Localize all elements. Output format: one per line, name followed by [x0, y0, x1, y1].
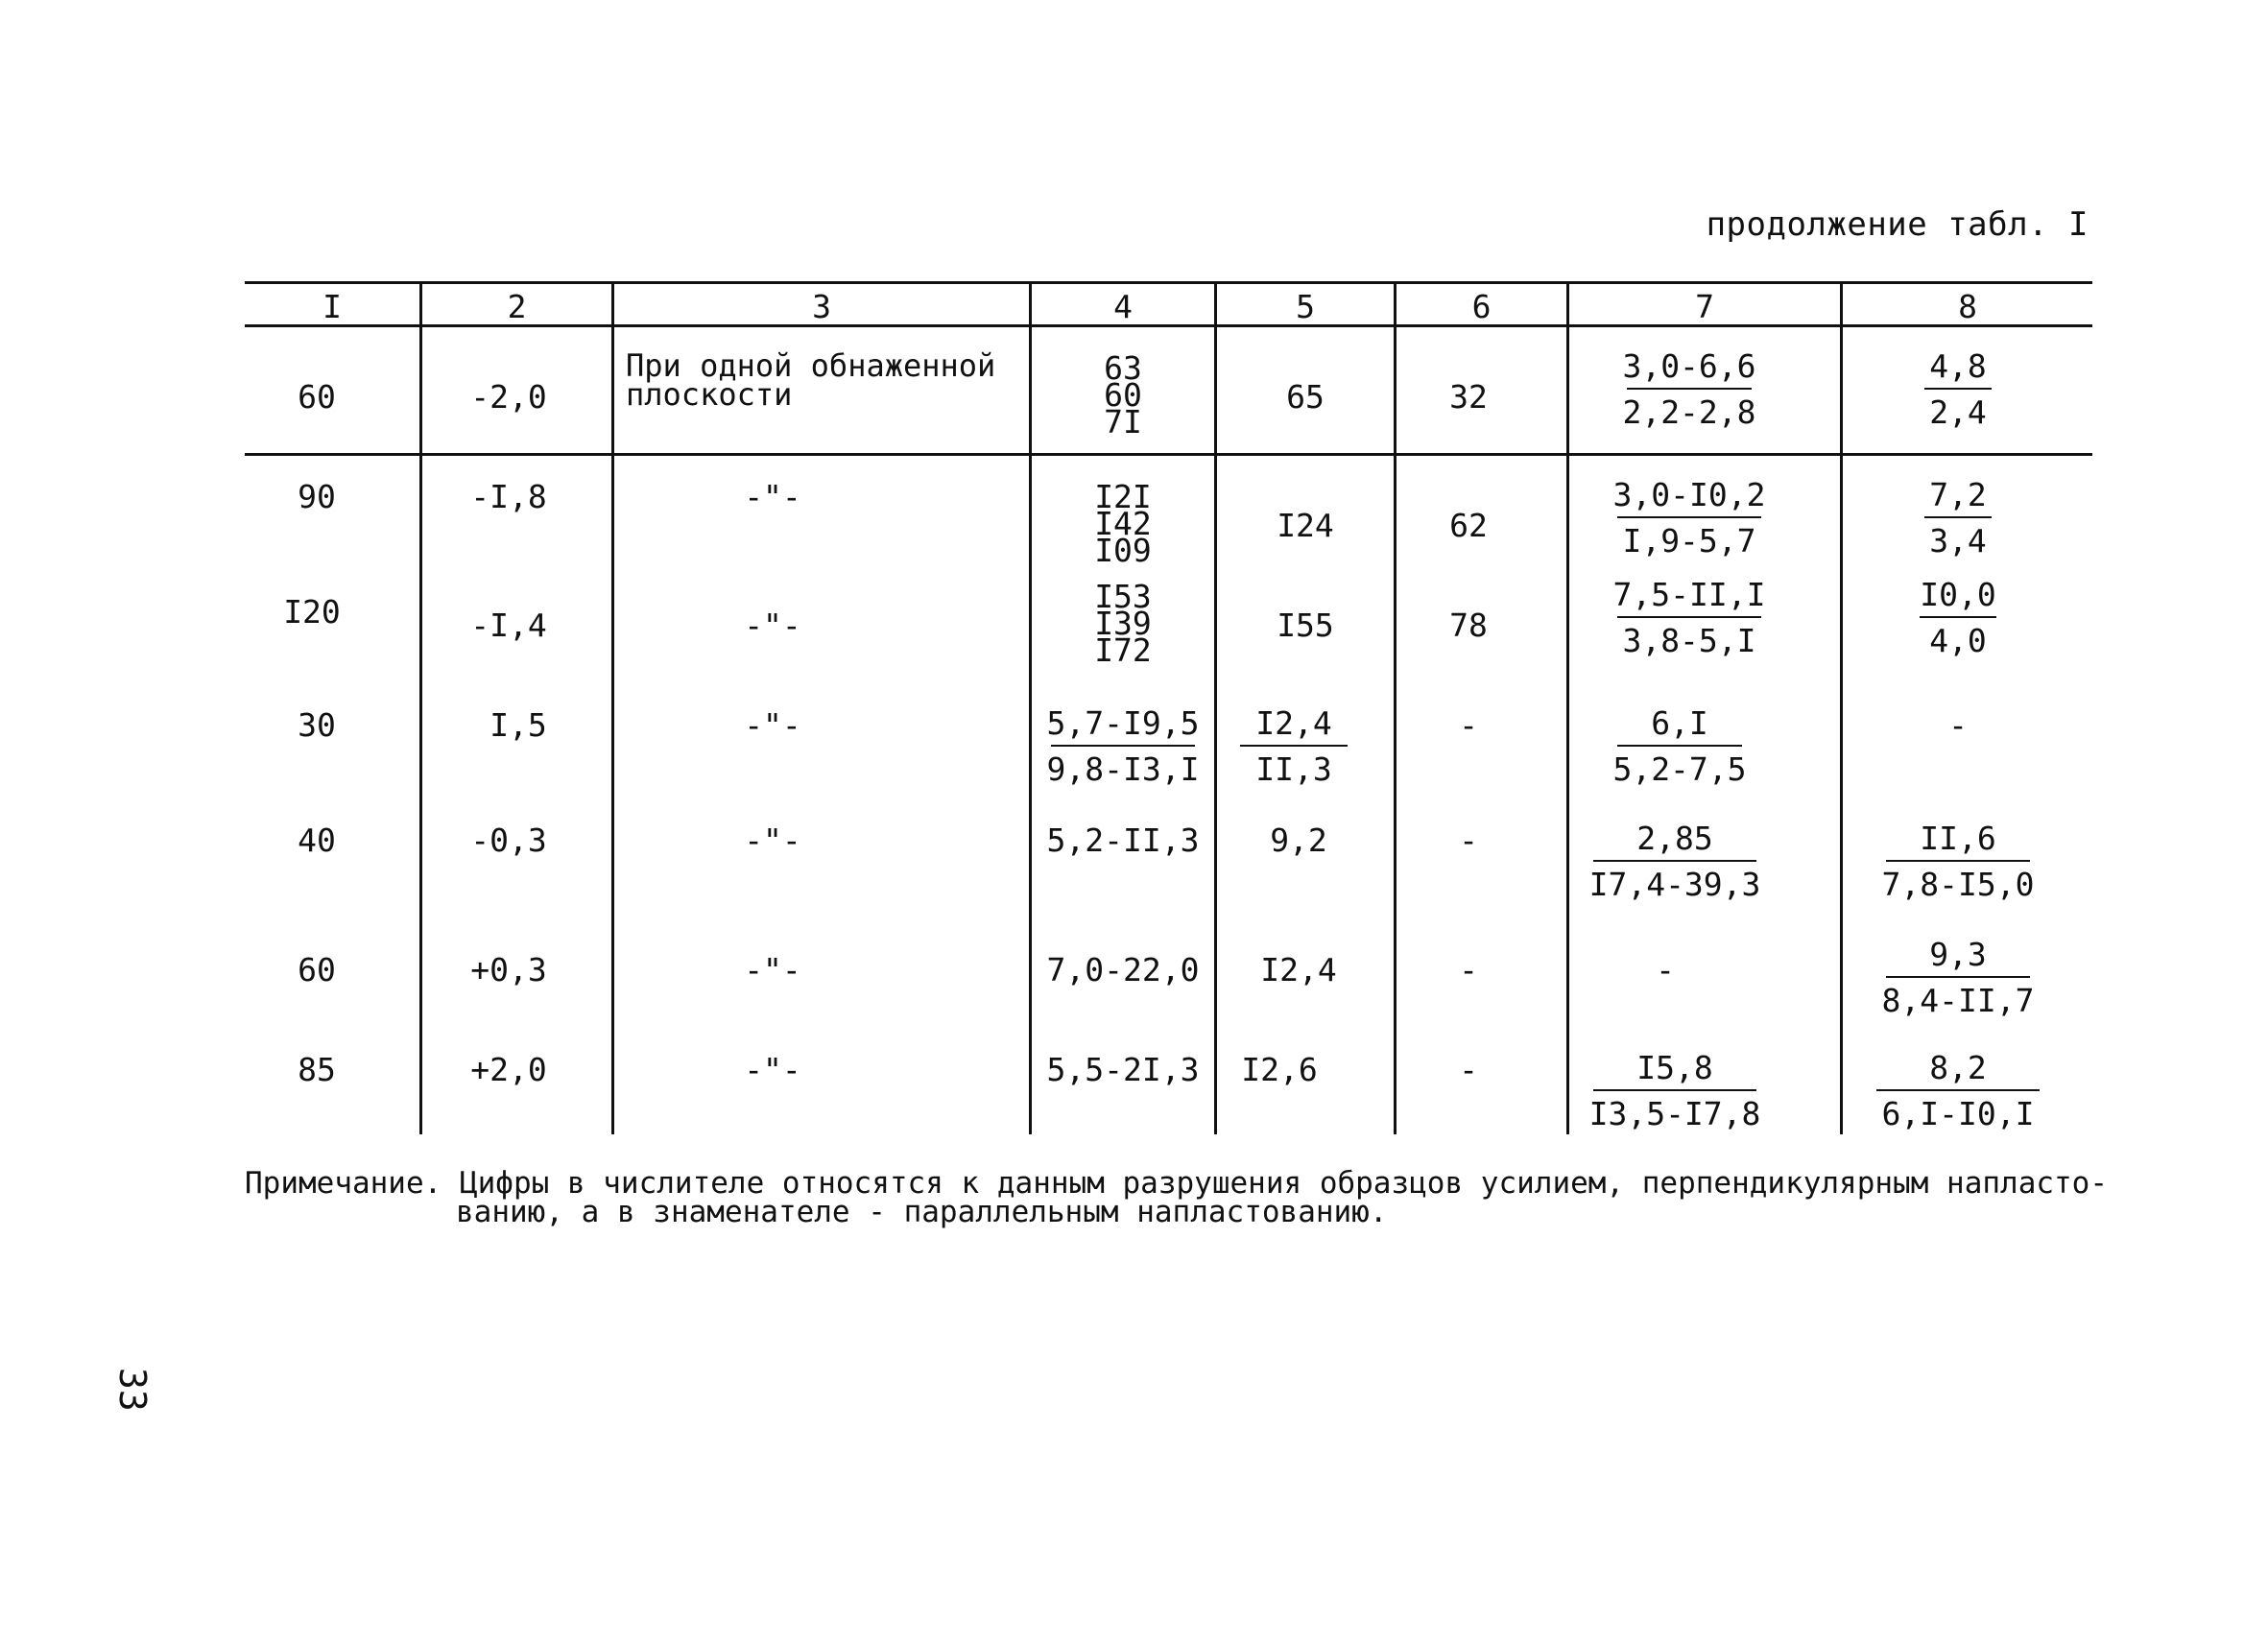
fraction-denominator: 9,8-I3,I	[1046, 750, 1200, 788]
fraction-denominator: I,9-5,7	[1622, 522, 1756, 560]
fraction-col8	[1867, 820, 2049, 904]
value-line: I42	[1094, 505, 1152, 542]
cell-col4-values	[1032, 349, 1214, 441]
fraction-col4	[1037, 704, 1209, 789]
cell-ditto: -"-	[744, 706, 801, 744]
fraction-bar	[1051, 745, 1195, 747]
value-line: 60	[1104, 376, 1142, 414]
fraction-bar	[1593, 1089, 1756, 1091]
cell-temperature: 85	[298, 1051, 336, 1088]
fraction-denominator: 8,4-II,7	[1881, 982, 2035, 1019]
cell-col5: 65	[1286, 378, 1325, 416]
fraction-numerator: 9,3	[1929, 936, 1987, 973]
fraction-numerator: 6,I	[1651, 704, 1708, 742]
fraction-bar	[1617, 745, 1742, 747]
fraction-col8	[1881, 576, 2035, 660]
cell-col4: 5,2-II,3	[1046, 822, 1200, 859]
cell-col2: -0,3	[470, 822, 547, 859]
col-divider-7	[1840, 284, 1843, 1134]
value-line: I39	[1094, 605, 1152, 642]
fraction-col8	[1867, 1049, 2049, 1133]
cell-col4: 5,5-2I,3	[1046, 1051, 1200, 1088]
fraction-bar	[1627, 388, 1752, 390]
fraction-denominator: I7,4-39,3	[1588, 866, 1761, 903]
cell-col5: I24	[1277, 507, 1334, 544]
table-note	[245, 1166, 2116, 1229]
cell-col2: -2,0	[470, 378, 547, 416]
cell-temperature: 60	[298, 951, 336, 988]
fraction-col8	[1881, 476, 2035, 560]
fraction-col7	[1593, 347, 1785, 432]
fraction-denominator: 7,8-I5,0	[1881, 866, 2035, 903]
cell-col6: 78	[1449, 607, 1488, 644]
fraction-denominator: 2,4	[1929, 393, 1987, 431]
condition-line-1: При одной обнаженной	[626, 347, 996, 384]
cell-col4: 7,0-22,0	[1046, 951, 1200, 988]
fraction-col5	[1217, 704, 1371, 789]
cell-col6: -	[1459, 706, 1478, 744]
cell-col6: -	[1459, 1051, 1478, 1088]
header-col-3: 3	[812, 288, 831, 325]
cell-temperature: 60	[298, 378, 336, 416]
header-col-8: 8	[1958, 288, 1977, 325]
cell-condition	[626, 347, 996, 413]
cell-col8: -	[1948, 706, 1968, 744]
cell-temperature: I20	[283, 593, 341, 631]
header-col-1: I	[322, 288, 342, 325]
fraction-denominator: I3,5-I7,8	[1588, 1095, 1761, 1132]
fraction-bar	[1924, 516, 1992, 518]
cell-col2: +2,0	[470, 1051, 547, 1088]
header-col-2: 2	[507, 288, 527, 325]
fraction-denominator: 4,0	[1929, 622, 1987, 659]
cell-col6: 62	[1449, 507, 1488, 544]
fraction-bar	[1876, 1089, 2040, 1091]
fraction-numerator: 4,8	[1929, 347, 1987, 385]
value-line: I72	[1094, 631, 1152, 669]
fraction-bar	[1886, 860, 2030, 862]
fraction-denominator: 3,4	[1929, 522, 1987, 560]
fraction-bar	[1920, 616, 1996, 618]
fraction-numerator: I2,4	[1255, 704, 1332, 742]
fraction-col7	[1593, 476, 1785, 560]
cell-ditto: -"-	[744, 1051, 801, 1088]
cell-col2: I,5	[489, 706, 547, 744]
table-top-rule	[245, 281, 2092, 284]
cell-col4-values	[1032, 478, 1214, 569]
col-divider-6	[1566, 284, 1569, 1134]
header-col-5: 5	[1296, 288, 1315, 325]
cell-col5: I2,6	[1241, 1051, 1318, 1088]
cell-temperature: 90	[298, 478, 336, 515]
cell-col5: I2,4	[1260, 951, 1337, 988]
cell-col5: I55	[1277, 607, 1334, 644]
fraction-numerator: 8,2	[1929, 1049, 1987, 1086]
cell-col6: 32	[1449, 378, 1488, 416]
fraction-numerator: 7,2	[1929, 476, 1987, 513]
fraction-denominator: II,3	[1255, 750, 1332, 788]
cell-col7: -	[1656, 951, 1675, 988]
fraction-bar	[1924, 388, 1992, 390]
fraction-denominator: 6,I-I0,I	[1881, 1095, 2035, 1132]
fraction-col8	[1881, 347, 2035, 432]
value-line: I53	[1094, 578, 1152, 615]
cell-col2: -I,8	[470, 478, 547, 515]
cell-ditto: -"-	[744, 607, 801, 644]
fraction-numerator: 2,85	[1636, 820, 1713, 857]
fraction-col7	[1593, 704, 1766, 789]
fraction-denominator: 3,8-5,I	[1622, 622, 1756, 659]
header-col-4: 4	[1113, 288, 1133, 325]
header-col-6: 6	[1471, 288, 1492, 325]
fraction-bar	[1240, 745, 1348, 747]
fraction-bar	[1593, 860, 1756, 862]
note-line-1: Примечание. Цифры в числителе относятся к данным разрушения образцов усилием, перпендикулярным напласто-	[245, 1166, 2109, 1201]
cell-col5: 9,2	[1270, 822, 1327, 859]
fraction-numerator: I5,8	[1636, 1049, 1713, 1086]
fraction-denominator: 2,2-2,8	[1622, 393, 1756, 431]
cell-ditto: -"-	[744, 951, 801, 988]
fraction-bar	[1617, 516, 1761, 518]
cell-ditto: -"-	[744, 478, 801, 515]
fraction-numerator: 5,7-I9,5	[1046, 704, 1200, 742]
fraction-col7	[1579, 820, 1771, 904]
header-col-7: 7	[1695, 288, 1714, 325]
note-line-2: ванию, а в знаменателе - параллельным напластованию.	[456, 1195, 1388, 1229]
fraction-numerator: I0,0	[1920, 576, 1996, 613]
fraction-col7	[1579, 1049, 1771, 1133]
value-line: I09	[1094, 532, 1152, 569]
cell-col6: -	[1459, 951, 1478, 988]
cell-temperature: 40	[298, 822, 336, 859]
value-line: 63	[1104, 349, 1142, 387]
fraction-bar	[1617, 616, 1761, 618]
cell-ditto: -"-	[744, 822, 801, 859]
cell-col2: -I,4	[470, 607, 547, 644]
cell-col6: -	[1459, 822, 1478, 859]
fraction-denominator: 5,2-7,5	[1612, 750, 1747, 788]
cell-col2: +0,3	[470, 951, 547, 988]
fraction-col8	[1867, 936, 2049, 1020]
fraction-numerator: 7,5-II,I	[1612, 576, 1766, 613]
fraction-col7	[1593, 576, 1785, 660]
fraction-numerator: II,6	[1920, 820, 1996, 857]
cell-temperature: 30	[298, 706, 336, 744]
page-number: 33	[111, 1368, 154, 1412]
table-caption: продолжение табл. I	[1706, 205, 2089, 244]
fraction-numerator: 3,0-6,6	[1622, 347, 1756, 385]
value-line: 7I	[1104, 403, 1142, 441]
fraction-numerator: 3,0-I0,2	[1612, 476, 1766, 513]
cell-col4-values	[1032, 578, 1214, 669]
row1-bottom-rule	[245, 453, 2092, 456]
value-line: I2I	[1094, 478, 1152, 515]
condition-line-2: плоскости	[626, 376, 793, 413]
fraction-bar	[1886, 976, 2030, 978]
